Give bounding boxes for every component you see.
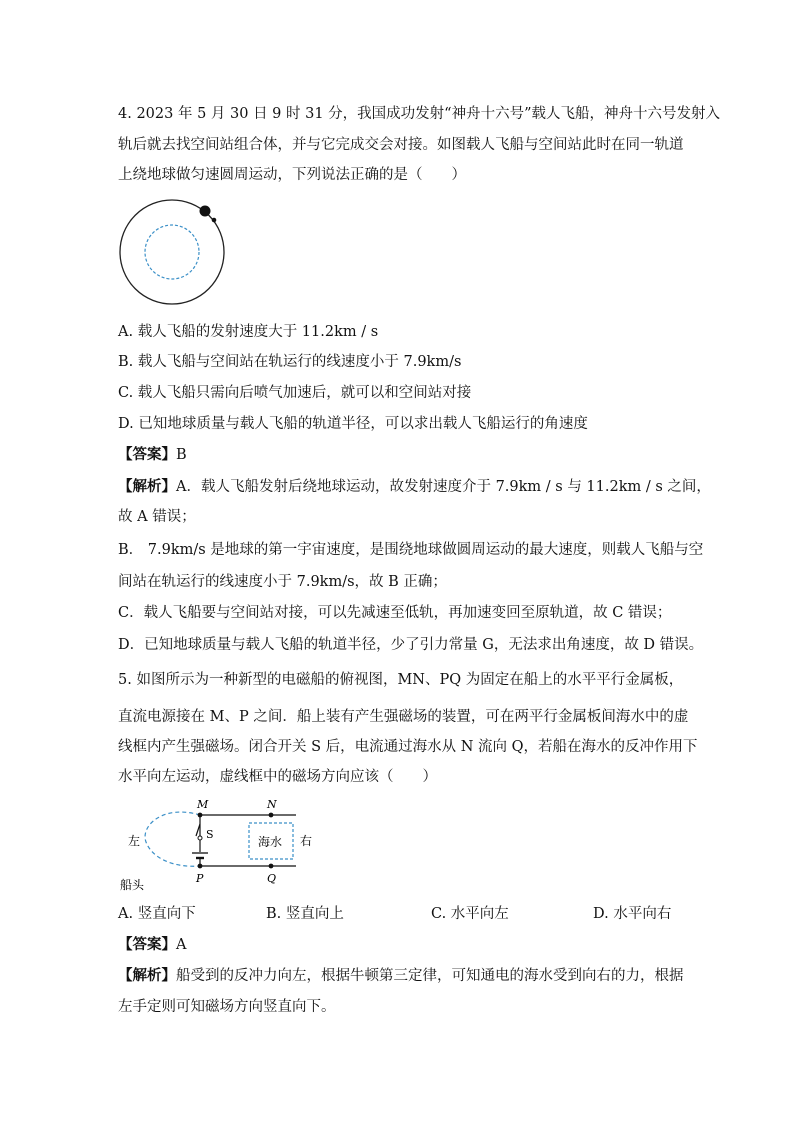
q5-stem-line-2: 直流电源接在 M、P 之间．船上装有产生强磁场的装置，可在两平行金属板间海水中的虚	[118, 709, 689, 725]
q4-analysis-text-1: A．载人飞船发射后绕地球运动，故发射速度介于 7.9km / s 与 11.2km / s 之间，	[176, 479, 711, 495]
q5-option-c: C. 水平向左	[431, 906, 509, 922]
switch-contact	[198, 836, 202, 840]
q4-stem-line-2: 轨后就去找空间站组合体，并与它完成交会对接。如图载人飞船与空间站此时在同一轨道	[118, 137, 684, 153]
label-left: 左	[128, 834, 141, 848]
point-q	[269, 864, 274, 869]
q5-stem-line-3: 线框内产生强磁场。闭合开关 S 后，电流通过海水从 N 流向 Q，若船在海水的反冲作用下	[118, 739, 698, 755]
bow-dashed-curve	[145, 812, 200, 866]
orbit-circle	[120, 200, 224, 304]
q4-answer	[118, 445, 187, 465]
q5-answer-value: A	[176, 937, 187, 953]
point-p	[198, 864, 203, 869]
q5-boat-figure	[118, 796, 338, 896]
q4-option-b: B. 载人飞船与空间站在轨运行的线速度小于 7.9km/s	[118, 354, 462, 370]
q5-answer	[118, 935, 186, 955]
label-p: P	[196, 872, 204, 885]
q4-orbit-figure	[118, 198, 238, 313]
label-q: Q	[267, 872, 277, 885]
q5-option-d: D. 水平向右	[593, 906, 672, 922]
space-station-dot	[200, 206, 211, 217]
q4-analysis-line-4: 间站在轨运行的线速度小于 7.9km/s，故 B 正确；	[118, 574, 447, 590]
q4-answer-label: 【答案】	[118, 446, 176, 463]
label-n: N	[267, 798, 277, 811]
label-right: 右	[300, 834, 313, 848]
point-m	[198, 813, 203, 818]
q5-analysis-label: 【解析】	[118, 967, 176, 984]
q4-option-d: D. 已知地球质量与载人飞船的轨道半径，可以求出载人飞船运行的角速度	[118, 416, 588, 432]
q4-analysis-line-3: B． 7.9km/s 是地球的第一宇宙速度，是围绕地球做圆周运动的最大速度，则载人飞船与空	[118, 542, 704, 558]
point-n	[269, 813, 274, 818]
label-seawater: 海水	[258, 835, 283, 849]
q4-analysis-label: 【解析】	[118, 478, 176, 495]
q4-analysis-line-6: D．已知地球质量与载人飞船的轨道半径，少了引力常量 G，无法求出角速度，故 D 错误。	[118, 637, 704, 653]
q5-analysis-line-1	[118, 966, 684, 986]
q4-option-c: C. 载人飞船只需向后喷气加速后，就可以和空间站对接	[118, 385, 472, 401]
q4-answer-value: B	[176, 447, 187, 463]
earth-dashed-circle	[145, 225, 199, 279]
spacecraft-dot	[212, 218, 217, 223]
q5-option-b: B. 竖直向上	[266, 906, 344, 922]
q4-analysis-line-2: 故 A 错误；	[118, 509, 196, 525]
q5-option-a: A. 竖直向下	[118, 906, 196, 922]
switch-blade	[196, 824, 200, 836]
q4-option-a: A. 载人飞船的发射速度大于 11.2km / s	[118, 324, 379, 340]
q4-stem-line-3: 上绕地球做匀速圆周运动，下列说法正确的是（ ）	[118, 167, 466, 183]
q5-answer-label: 【答案】	[118, 936, 176, 953]
q5-stem-line-1: 5. 如图所示为一种新型的电磁船的俯视图，MN、PQ 为固定在船上的水平平行金属板，	[118, 672, 684, 688]
q5-stem-line-4: 水平向左运动，虚线框中的磁场方向应该（ ）	[118, 769, 437, 785]
q4-analysis-line-5: C．载人飞船要与空间站对接，可以先减速至低轨，再加速变回至原轨道，故 C 错误；	[118, 605, 672, 621]
q4-analysis-line-1	[118, 477, 711, 497]
label-bow: 船头	[120, 878, 145, 892]
q5-analysis-line-2: 左手定则可知磁场方向竖直向下。	[118, 999, 336, 1015]
q5-analysis-text-1: 船受到的反冲力向左，根据牛顿第三定律，可知通电的海水受到向右的力，根据	[176, 968, 684, 984]
label-s: S	[206, 828, 214, 841]
label-m: M	[197, 798, 209, 811]
q4-stem-line-1: 4. 2023 年 5 月 30 日 9 时 31 分，我国成功发射“神舟十六号”载人飞船，神舟十六号发射入	[118, 106, 721, 122]
